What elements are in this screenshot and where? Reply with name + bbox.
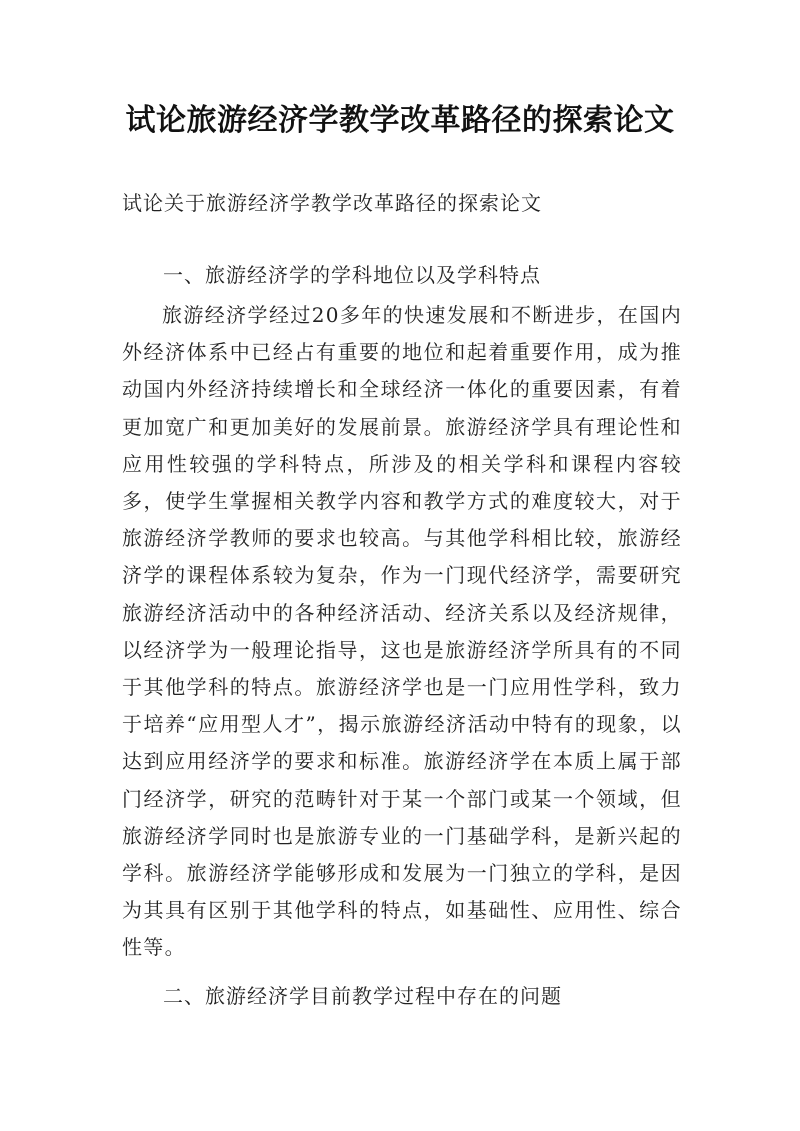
document-subtitle: 试论关于旅游经济学教学改革路径的探索论文 xyxy=(122,191,542,215)
section-heading-2: 二、旅游经济学目前教学过程中存在的问题 xyxy=(163,984,562,1008)
document-title: 试论旅游经济学教学改革路径的探索论文 xyxy=(125,103,675,138)
section-heading-1: 一、旅游经济学的学科地位以及学科特点 xyxy=(163,263,541,287)
section-paragraph-1: 旅游经济学经过20多年的快速发展和不断进步，在国内外经济体系中已经占有重要的地位和起着重要作用，成为推动国内外经济持续增长和全球经济一体化的重要因素，有着更加宽广和更加美好的发展前景。旅游经济学具有理论性和应用性较强的学科特点，所涉及的相关学科和课程内容较多，使学生掌握相关教学内容和教学方式的难度较大，对于旅游经济学教师的要求也较高。与其他学科相比较，旅游经济学的课程体系较为复杂，作为一门现代经济学，需要研究旅游经济活动中的各种经济活动、经济关系以及经济规律，以经济学为一般理论指导，这也是旅游经济学所具有的不同于其他学科的特点。旅游经济学也是一门应用性学科，致力于培养“应用型人才”，揭示旅游经济活动中特有的现象，以达到应用经济学的要求和标准。旅游经济学在本质上属于部门经济学，研究的范畴针对于某一个部门或某一个领域，但旅游经济学同时也是旅游专业的一门基础学科，是新兴起的学科。旅游经济学能够形成和发展为一门独立的学科，是因为其具有区别于其他学科的特点，如基础性、应用性、综合性等。 xyxy=(122,303,682,960)
